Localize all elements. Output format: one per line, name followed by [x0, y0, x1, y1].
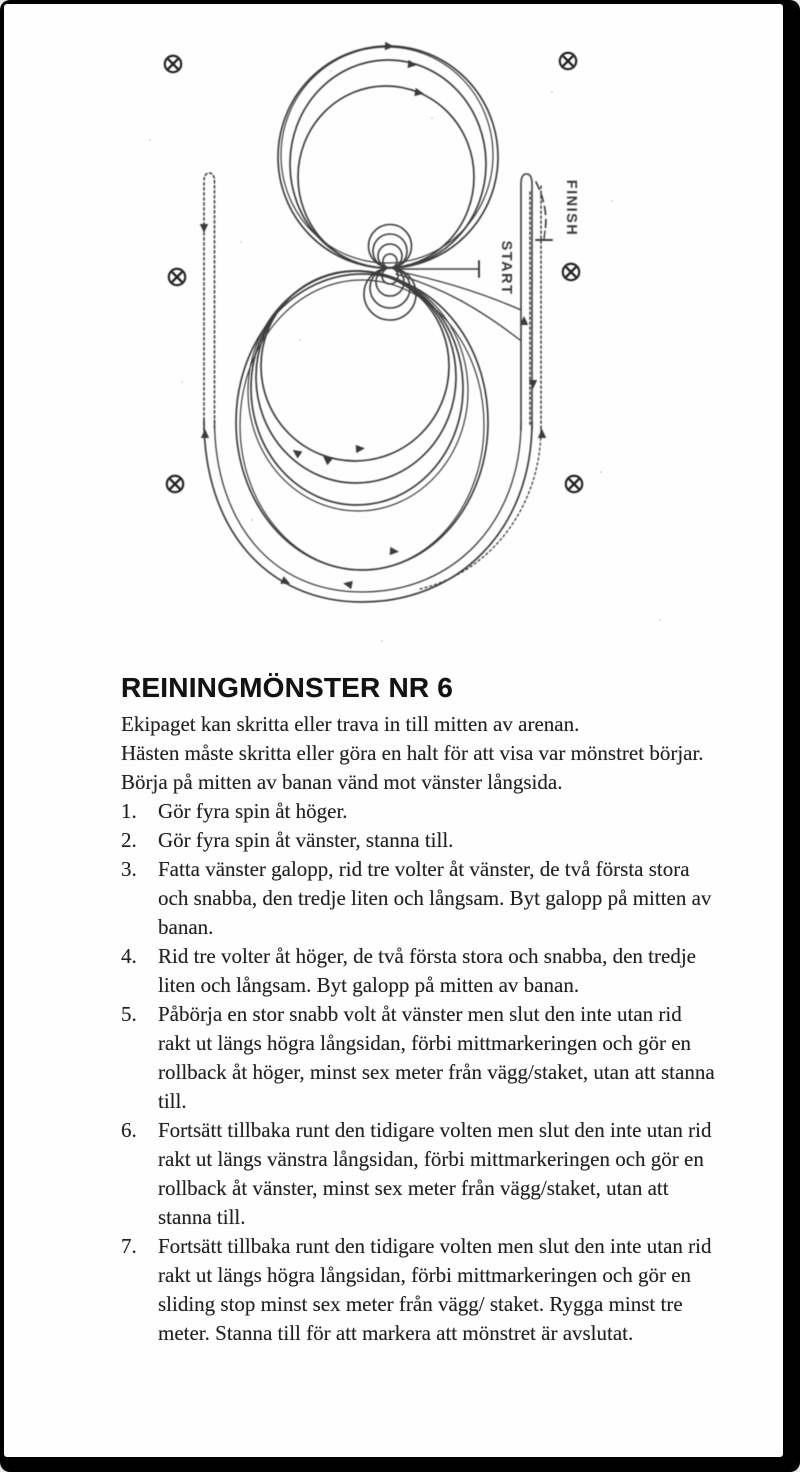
scan-noise [149, 70, 661, 642]
right-rundown-track [521, 174, 541, 434]
bottom-end-loop [204, 420, 541, 602]
step-text: Påbörja en stor snabb volt åt vänster men slut den inte utan rid rakt ut längs högra långsidan, förbi mittmarkeringen och gör en rollback åt höger, minst sex meter från vägg/staket, utan att stanna till. [158, 1002, 715, 1113]
step-text: Fortsätt tillbaka runt den tidigare volten men slut den inte utan rid rakt ut längs vänstra långsidan, förbi mittmarkeringen och gör en rollback åt vänster, minst sex meter från vägg/staket, utan att stanna till. [158, 1118, 712, 1229]
intro-paragraph: Hästen måste skritta eller göra en halt för att visa var mönstret börjar. [121, 741, 704, 765]
finish-label: FINISH [563, 179, 579, 237]
bottom-circles [236, 271, 488, 570]
step-item [121, 1232, 715, 1348]
step-number: 4. [121, 944, 137, 968]
step-number: 3. [121, 857, 137, 881]
arena-marker-icon [566, 476, 582, 492]
arena-marker-icon [560, 53, 576, 69]
arena-marker-icon [563, 264, 579, 280]
step-text: Gör fyra spin åt vänster, stanna till. [158, 828, 454, 852]
step-number: 2. [121, 828, 137, 852]
arena-marker-icon [165, 56, 181, 72]
direction-arrows [200, 42, 546, 589]
step-list [121, 797, 715, 1348]
start-label: START [498, 240, 514, 296]
finish-line [536, 182, 552, 240]
intro-paragraphs [121, 710, 715, 797]
step-text: Rid tre volter åt höger, de två första stora och snabba, den tredje liten och långsam. Byt galopp på mitten av banan. [158, 944, 696, 997]
reining-pattern-diagram [0, 0, 800, 660]
start-line [397, 261, 479, 277]
step-number: 5. [121, 1002, 137, 1026]
step-text: Fortsätt tillbaka runt den tidigare volten men slut den inte utan rid rakt ut längs högra långsidan, förbi mittmarkeringen och gör en sliding stop minst sex meter från vägg/ staket. Rygga minst tre meter. Stanna till för att markera att mönstret är avslutat. [158, 1234, 712, 1345]
step-number: 6. [121, 1118, 137, 1142]
intro-paragraph: Ekipaget kan skritta eller trava in till mitten av arenan. [121, 712, 580, 736]
step-text: Gör fyra spin åt höger. [158, 799, 348, 823]
page-title: REININGMÖNSTER NR 6 [121, 672, 454, 703]
intro-paragraph: Börja på mitten av banan vänd mot vänster långsida. [121, 770, 563, 794]
step-item [121, 942, 715, 1000]
step-item [121, 855, 715, 942]
step-number: 7. [121, 1234, 137, 1258]
step-text: Fatta vänster galopp, rid tre volter åt vänster, de två första stora och snabba, den tredje liten och långsam. Byt galopp på mitten av banan. [158, 857, 712, 939]
step-number: 1. [121, 799, 137, 823]
arena-marker-icon [169, 269, 185, 285]
left-rundown-track [204, 173, 215, 430]
step-item [121, 797, 715, 826]
instructions-block [121, 671, 715, 1348]
step-item [121, 826, 715, 855]
step-item [121, 1116, 715, 1232]
step-item [121, 1000, 715, 1116]
arena-marker-icon [167, 476, 183, 492]
